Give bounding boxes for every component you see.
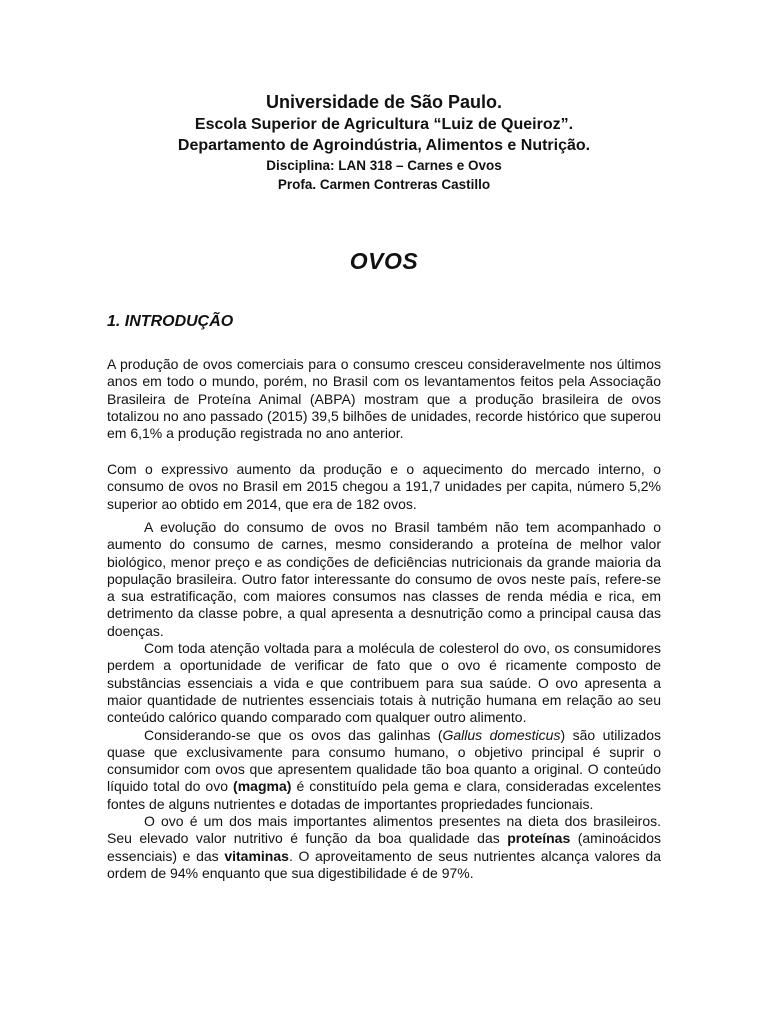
paragraph-2: [107, 461, 661, 513]
paragraph-group: [107, 519, 661, 882]
text-run: Considerando-se que os ovos das galinhas (: [144, 726, 443, 743]
paragraph-4: Com toda atenção voltada para a molécula de colesterol do ovo, os consumidores perdem a oportunidade de verificar de fato que o ovo é ricamente composto de substâncias essenciais a vida e que contribuem para sua saúde. O ovo apresenta a maior quantidade de nutrientes essenciais totais à nutrição humana em relação ao seu conteúdo calórico quando comparado com qualquer outro alimento.: [107, 640, 661, 726]
text-run: O ovo é um dos mais importantes alimentos presentes na dieta dos brasileiros. Seu elevado valor nutritivo é função da boa qualidade das: [107, 813, 661, 847]
vitamins-term: vitaminas: [224, 847, 289, 864]
paragraph-3: A evolução do consumo de ovos no Brasil também não tem acompanhado o aumento do consumo de carnes, mesmo considerando a proteína de melhor valor biológico, menor preço e as condições de deficiências nutricionais da grande maioria da população brasileira. Outro fator interessante do consumo de ovos neste país, refere-se a sua estratificação, com maiores consumos nas classes de renda média e rica, em detrimento da classe pobre, a qual apresenta a desnutrição como a principal causa das doenças.: [107, 519, 661, 639]
proteins-term: proteínas: [507, 830, 571, 847]
paragraph-1: [107, 356, 661, 442]
paragraph-text: A produção de ovos comerciais para o consumo cresceu consideravelmente nos últimos anos em todo o mundo, porém, no Brasil com os levantamentos feitos pela Associação Brasileira de Proteína Animal (ABPA) mostram que a produção brasileira de ovos totalizou no ano passado (2015) 39,5 bilhões de unidades, recorde histórico que superou em 6,1% a produção registrada no ano anterior.: [107, 356, 661, 442]
department-name: Departamento de Agroindústria, Alimentos e Nutrição.: [177, 137, 591, 154]
text-run: ) são utilizados quase que exclusivamente para consumo humano, o objetivo principal é suprir o consumidor com ovos que apresentem qualidade tão boa quanto a original. O conteúdo líquido total do ovo: [107, 726, 661, 795]
school-name: Escola Superior de Agricultura “Luiz de Queiroz”.: [194, 116, 574, 133]
paragraph-5: [107, 727, 661, 813]
text-run: (aminoácidos essenciais) e das: [107, 830, 661, 864]
professor-line: Profa. Carmen Contreras Castillo: [277, 177, 491, 192]
text-run: . O aproveitamento de seus nutrientes alcança valores da ordem de 94% enquanto que sua digestibilidade é de 97%.: [107, 847, 662, 881]
discipline-line: Disciplina: LAN 318 – Carnes e Ovos: [266, 158, 502, 173]
section-heading: 1. INTRODUÇÃO: [107, 313, 234, 330]
document-title: OVOS: [349, 248, 419, 274]
university-name: Universidade de São Paulo.: [265, 92, 503, 112]
species-name: Gallus domesticus: [442, 726, 561, 743]
text-run: é constituído pela gema e clara, consideradas excelentes fontes de alguns nutrientes e dotadas de importantes propriedades funcionais.: [107, 778, 661, 812]
paragraph-text: Com o expressivo aumento da produção e o aquecimento do mercado interno, o consumo de ovos no Brasil em 2015 chegou a 191,7 unidades per capita, número 5,2% superior ao obtido em 2014, que era de 182 ovos.: [107, 461, 661, 512]
magma-term: (magma): [233, 778, 292, 795]
paragraph-6: [107, 813, 661, 882]
